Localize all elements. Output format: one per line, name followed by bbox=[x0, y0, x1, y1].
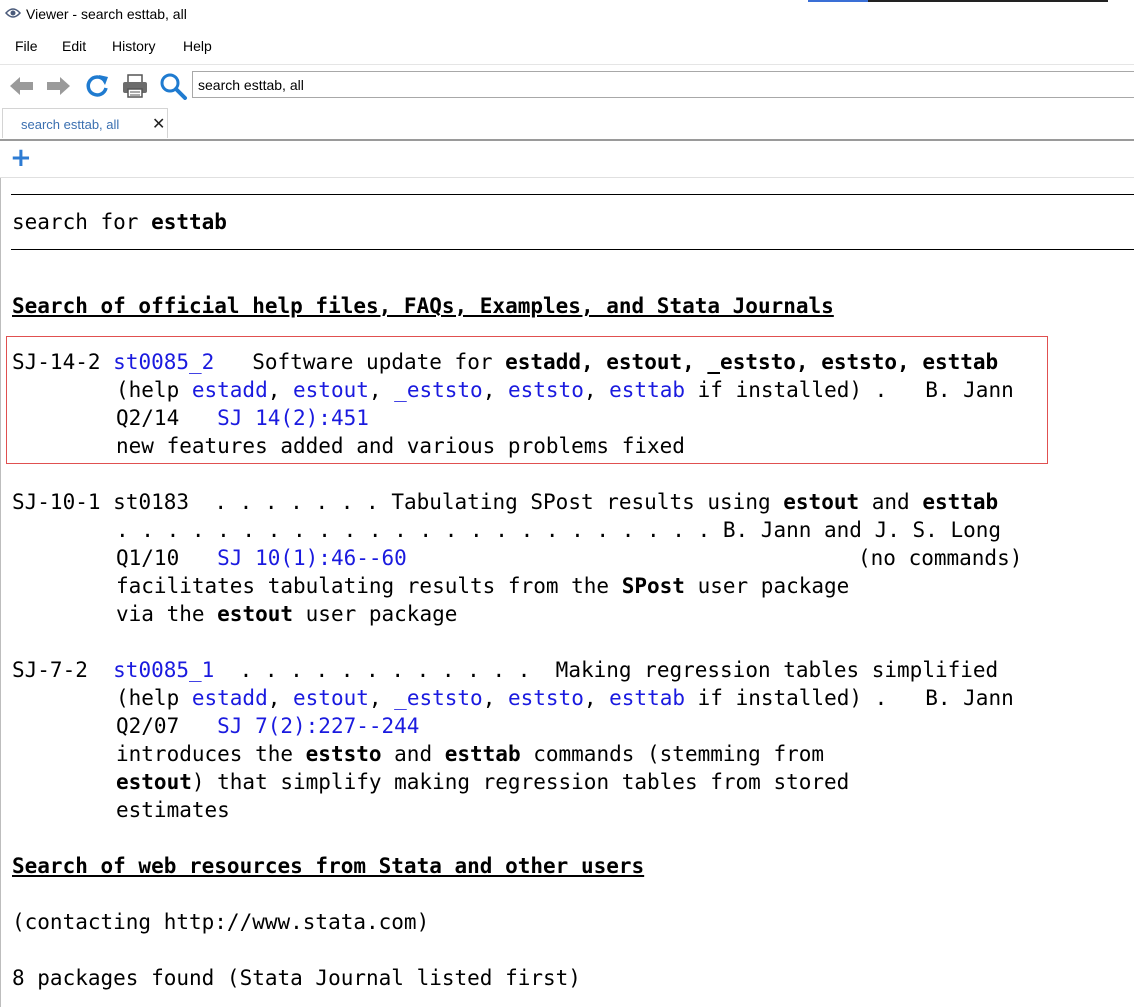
title-bar bbox=[0, 0, 1134, 30]
help-link-_eststo[interactable]: _eststo bbox=[394, 378, 483, 402]
entry3-line3: Q2/07 SJ 7(2):227--244 bbox=[116, 714, 420, 738]
entry3-desc3: estimates bbox=[116, 798, 230, 822]
menu-bar bbox=[0, 32, 1134, 62]
entry2-nocommands: (no commands) bbox=[858, 546, 1023, 570]
search-icon[interactable] bbox=[158, 72, 188, 100]
menu-help[interactable]: Help bbox=[183, 38, 212, 54]
menu-history[interactable]: History bbox=[112, 38, 156, 54]
contacting-text: (contacting http://www.stata.com) bbox=[12, 910, 430, 934]
help-link-eststo[interactable]: eststo bbox=[507, 686, 584, 710]
print-icon[interactable] bbox=[120, 72, 150, 100]
window-title: Viewer - search esttab, all bbox=[26, 6, 187, 22]
address-input[interactable] bbox=[193, 72, 1103, 97]
help-link-esttab[interactable]: esttab bbox=[609, 686, 685, 710]
tab-bar bbox=[0, 107, 1134, 141]
tab-search-esttab[interactable] bbox=[2, 108, 168, 138]
section-web-heading: Search of web resources from Stata and other users bbox=[12, 854, 645, 878]
entry3-desc2: estout) that simplify making regression tables from stored bbox=[116, 770, 850, 794]
address-bar[interactable] bbox=[192, 71, 1134, 98]
entry1-desc: new features added and various problems fixed bbox=[116, 434, 685, 458]
help-link-_eststo[interactable]: _eststo bbox=[394, 686, 483, 710]
plus-icon[interactable]: + bbox=[10, 143, 32, 173]
menu-file[interactable]: File bbox=[15, 38, 38, 54]
entry3-line1: SJ-7-2 st0085_1 . . . . . . . . . . . . Making regression tables simplified bbox=[12, 658, 999, 682]
eye-icon bbox=[5, 7, 21, 19]
refresh-icon[interactable] bbox=[82, 72, 112, 100]
help-link-estadd[interactable]: estadd bbox=[191, 378, 268, 402]
forward-arrow-icon[interactable] bbox=[44, 72, 74, 100]
back-arrow-icon[interactable] bbox=[6, 72, 36, 100]
help-link-estout[interactable]: estout bbox=[293, 686, 369, 710]
entry1-line1: SJ-14-2 st0085_2 Software update for estadd, estout, _eststo, eststo, esttab bbox=[12, 350, 999, 374]
entry3-link[interactable]: st0085_1 bbox=[113, 658, 215, 682]
close-icon[interactable]: ✕ bbox=[152, 114, 166, 133]
toolbar bbox=[0, 64, 1134, 107]
entry1-line3: Q2/14 SJ 14(2):451 bbox=[116, 406, 369, 430]
entry1-journal-link[interactable]: SJ 14(2):451 bbox=[217, 406, 369, 430]
entry1-line2: (help estadd, estout, _eststo, eststo, esttab if installed) . B. Jann bbox=[116, 378, 1014, 402]
entry2-journal-link[interactable]: SJ 10(1):46--60 bbox=[217, 546, 407, 570]
divider bbox=[11, 194, 1134, 195]
title-accent-line bbox=[808, 0, 1108, 2]
divider bbox=[11, 249, 1134, 250]
tab-label: search esttab, all bbox=[21, 117, 120, 132]
viewer-content bbox=[0, 178, 1134, 1007]
viewer-subtoolbar bbox=[0, 141, 1134, 178]
help-link-esttab[interactable]: esttab bbox=[609, 378, 685, 402]
entry1-link[interactable]: st0085_2 bbox=[113, 350, 215, 374]
packages-found-text: 8 packages found (Stata Journal listed first) bbox=[12, 966, 581, 990]
entry3-line2: (help estadd, estout, _eststo, eststo, esttab if installed) . B. Jann bbox=[116, 686, 1014, 710]
entry2-line1: SJ-10-1 st0183 . . . . . . . Tabulating SPost results using estout and esttab bbox=[12, 490, 999, 514]
entry2-desc2: via the estout user package bbox=[116, 602, 458, 626]
section-official-heading: Search of official help files, FAQs, Examples, and Stata Journals bbox=[12, 294, 834, 318]
help-link-eststo[interactable]: eststo bbox=[507, 378, 584, 402]
entry2-line2: . . . . . . . . . . . . . . . . . . . . . . . . B. Jann and J. S. Long bbox=[116, 518, 1002, 542]
entry3-desc1: introduces the eststo and esttab commands (stemming from bbox=[116, 742, 825, 766]
help-link-estadd[interactable]: estadd bbox=[191, 686, 268, 710]
search-heading: search for esttab bbox=[12, 210, 227, 234]
entry2-desc1: facilitates tabulating results from the SPost user package bbox=[116, 574, 850, 598]
menu-edit[interactable]: Edit bbox=[62, 38, 87, 54]
entry3-journal-link[interactable]: SJ 7(2):227--244 bbox=[217, 714, 420, 738]
entry2-line3: Q1/10 SJ 10(1):46--60 bbox=[116, 546, 407, 570]
help-link-estout[interactable]: estout bbox=[293, 378, 369, 402]
